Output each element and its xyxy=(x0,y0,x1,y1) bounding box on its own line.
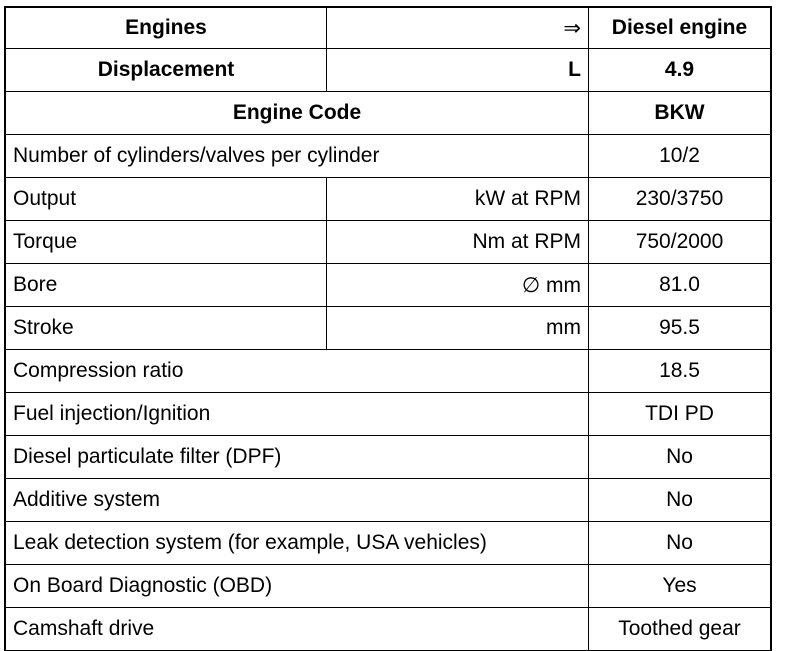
spec-value: 750/2000 xyxy=(589,221,771,264)
spec-unit: mm xyxy=(327,307,589,350)
spec-unit: Nm at RPM xyxy=(327,221,589,264)
spec-value: TDI PD xyxy=(589,393,771,436)
spec-label: Camshaft drive xyxy=(6,608,589,651)
engine-spec-table xyxy=(5,7,771,651)
spec-value: Yes xyxy=(589,565,771,608)
spec-label: Compression ratio xyxy=(6,350,589,393)
engine-type: Diesel engine xyxy=(589,8,771,49)
spec-unit: kW at RPM xyxy=(327,178,589,221)
spec-label: Diesel particulate filter (DPF) xyxy=(6,436,589,479)
spec-value: No xyxy=(589,522,771,565)
spec-value: No xyxy=(589,479,771,522)
spec-label: Bore xyxy=(6,264,327,307)
arrow-right-icon: ⇒ xyxy=(327,8,589,49)
engine-code-row xyxy=(6,92,771,135)
spec-label: Additive system xyxy=(6,479,589,522)
spec-value: 18.5 xyxy=(589,350,771,393)
spec-row xyxy=(6,221,771,264)
displacement-unit: L xyxy=(327,49,589,92)
spec-row xyxy=(6,178,771,221)
spec-row xyxy=(6,307,771,350)
engine-code-value: BKW xyxy=(589,92,771,135)
spec-value: 10/2 xyxy=(589,135,771,178)
spec-label: Fuel injection/Ignition xyxy=(6,393,589,436)
spec-row xyxy=(6,264,771,307)
spec-label: Number of cylinders/valves per cylinder xyxy=(6,135,589,178)
spec-row xyxy=(6,436,771,479)
displacement-value: 4.9 xyxy=(589,49,771,92)
displacement-label: Displacement xyxy=(6,49,327,92)
spec-label: Leak detection system (for example, USA vehicles) xyxy=(6,522,589,565)
spec-label: Torque xyxy=(6,221,327,264)
spec-row xyxy=(6,565,771,608)
spec-label: Output xyxy=(6,178,327,221)
displacement-row xyxy=(6,49,771,92)
spec-unit: ∅ mm xyxy=(327,264,589,307)
engines-row xyxy=(6,8,771,49)
spec-label: Stroke xyxy=(6,307,327,350)
spec-value: Toothed gear xyxy=(589,608,771,651)
spec-row xyxy=(6,479,771,522)
engines-label: Engines xyxy=(6,8,327,49)
spec-row xyxy=(6,135,771,178)
engine-code-label: Engine Code xyxy=(6,92,589,135)
spec-row xyxy=(6,608,771,651)
spec-value: 81.0 xyxy=(589,264,771,307)
spec-label: On Board Diagnostic (OBD) xyxy=(6,565,589,608)
spec-value: 95.5 xyxy=(589,307,771,350)
spec-row xyxy=(6,522,771,565)
spec-row xyxy=(6,393,771,436)
spec-value: No xyxy=(589,436,771,479)
spec-value: 230/3750 xyxy=(589,178,771,221)
spec-row xyxy=(6,350,771,393)
